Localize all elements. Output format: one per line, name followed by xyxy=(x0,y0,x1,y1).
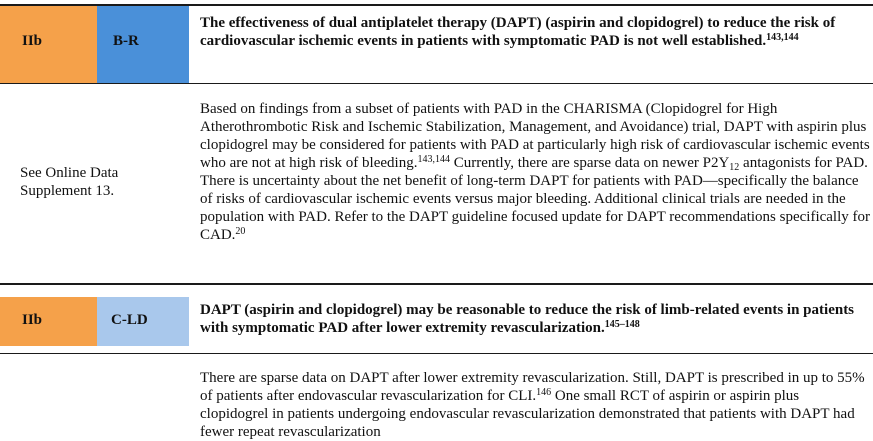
subscript: 12 xyxy=(729,162,740,173)
data-supplement-label: See Online Data Supplement 13. xyxy=(20,165,119,199)
supportive-text-part: There are sparse data on DAPT after lower extremity revascularization. Still, DAPT is prescribed in up to 55% of patients after endovascular revascularization for CLI. xyxy=(200,370,865,404)
loe-label: B-R xyxy=(113,33,139,49)
reference-superscript: 20 xyxy=(235,226,246,237)
loe-cell-c-ld xyxy=(97,297,189,346)
reference-superscript: 143,144 xyxy=(766,32,799,43)
loe-cell-b-r xyxy=(97,6,189,83)
cor-cell-iib xyxy=(0,6,97,83)
supportive-text-part: Currently, there are sparse data on newer P2Y xyxy=(449,155,730,171)
recommendation-body: DAPT (aspirin and clopidogrel) may be reasonable to reduce the risk of limb-related events in patients with symptomatic PAD after lower extremity revascularization. xyxy=(200,302,855,336)
row-divider xyxy=(0,283,873,285)
row-divider xyxy=(0,353,873,354)
row-divider xyxy=(0,83,873,84)
loe-label: C-LD xyxy=(111,312,148,328)
supportive-text-part: One small RCT of aspirin or aspirin plus clopidogrel in patients undergoing endovascular revascularization demonstrated that patients with DAPT had fewer repeat revascularization xyxy=(200,388,855,440)
cor-cell-iib xyxy=(0,297,97,346)
recommendation-text xyxy=(200,301,870,337)
reference-superscript: 143,144 xyxy=(417,154,450,165)
supportive-text-part: Based on findings from a subset of patients with PAD in the CHARISMA (Clopidogrel for High Atherothrombotic Risk and Ischemic Stabilization, Management, and Avoidance) trial, DAPT with aspirin plus clopidogrel may be considered for patients with PAD at particularly high risk of cardiovascular ischemic events who are not at high risk of bleeding. xyxy=(200,101,870,171)
recommendation-text xyxy=(200,14,870,50)
supportive-text-part: antagonists for PAD. There is uncertainty about the net benefit of long-term DAPT for patients with PAD—specifically the balance of risks of cardiovascular ischemic events versus major bleeding. Additional clinical trials are needed in the population with PAD. Refer to the DAPT guideline focused update for DAPT recommendations specifically for CAD. xyxy=(200,155,871,243)
cor-label: IIb xyxy=(22,312,43,328)
cor-label: IIb xyxy=(22,33,43,49)
supportive-text xyxy=(200,369,870,441)
recommendation-body: The effectiveness of dual antiplatelet therapy (DAPT) (aspirin and clopidogrel) to reduce the risk of cardiovascular ischemic events in patients with symptomatic PAD is not well established. xyxy=(200,15,836,49)
supportive-text xyxy=(200,100,870,244)
reference-superscript: 145–148 xyxy=(604,319,640,330)
reference-superscript: 146 xyxy=(536,387,552,398)
